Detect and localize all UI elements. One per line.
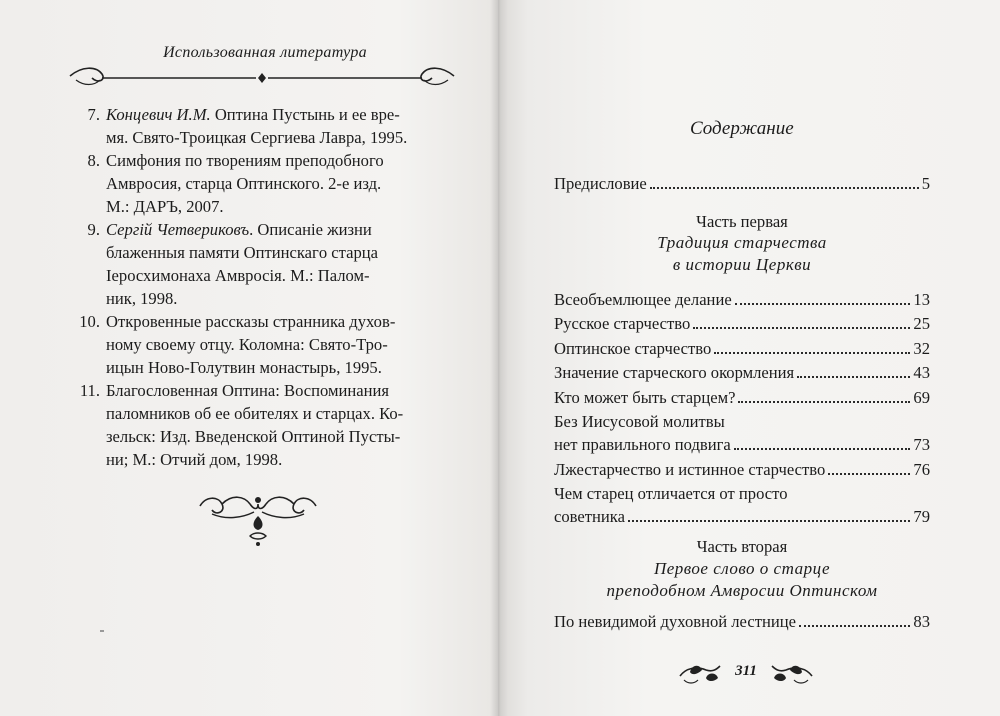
toc-entry: Лжестарчество и истинное старчество 76 xyxy=(554,460,930,479)
leader-dots xyxy=(738,401,910,403)
part-subtitle: Традиция старчества xyxy=(657,233,827,252)
part-heading: Часть первая xyxy=(696,212,788,231)
toc-entry: Кто может быть старцем? 69 xyxy=(554,388,930,407)
part-subtitle: в истории Церкви xyxy=(672,255,812,274)
bibliography-item: 11. Благословенная Оптина: Воспоминания паломников об ее обителях и старцах. Ко- зельск: Изд. Введенской Оптиной Пусты- ни; М.: Отчий дом, 1998. xyxy=(79,381,404,469)
part-subtitle: преподобном Амвросии Оптинском xyxy=(606,581,878,600)
leader-dots xyxy=(797,376,910,378)
bibliography-item: 9. Сергій Четвериковъ. Описаніе жизни блаженныя памяти Оптинскагo старца Іеросхимонаха Амвросія. М.: Палом- ник, 1998. xyxy=(87,220,379,308)
page-speck xyxy=(100,630,104,632)
leader-dots xyxy=(714,352,910,354)
leader-dots xyxy=(828,473,910,475)
leader-dots xyxy=(735,303,911,305)
bibliography-item: 8. Симфония по творениям преподобного Амвросия, старца Оптинского. 2-е изд. М.: ДАРЪ, 2007. xyxy=(87,151,384,216)
toc-title: Содержание xyxy=(690,118,794,139)
bibliography-item: 7. Концевич И.М. Оптина Пустынь и ее вре- мя. Свято-Троицкая Сергиева Лавра, 1995. xyxy=(87,105,408,147)
toc-entry-continued: нет правильного подвига 73 xyxy=(554,435,930,454)
part-subtitle: Первое слово о старце xyxy=(653,559,831,578)
toc-entry: Русское старчество 25 xyxy=(554,314,930,333)
part-heading: Часть вторая xyxy=(696,537,788,556)
leader-dots xyxy=(734,448,911,450)
toc-entry-continued: советника 79 xyxy=(554,507,930,526)
bibliography-list xyxy=(62,103,442,471)
toc-entry: Чем старец отличается от просто xyxy=(554,484,788,503)
toc-entry: Предисловие 5 xyxy=(554,174,930,193)
toc-entry: Значение старческого окормления 43 xyxy=(554,363,930,382)
page-number: 311 xyxy=(735,663,757,679)
end-ornament-icon xyxy=(196,490,320,550)
leader-dots xyxy=(628,520,910,522)
toc-entry: Без Иисусовой молитвы xyxy=(554,412,725,431)
book-gutter xyxy=(490,0,508,716)
running-head: Использованная литература xyxy=(163,44,367,61)
toc-entry: По невидимой духовной лестнице 83 xyxy=(554,612,930,631)
bibliography-item: 10. Откровенные рассказы странника духов- ному своему отцу. Коломна: Свято-Тро- ицын Ново-Голутвин монастырь, 1995. xyxy=(79,312,396,377)
flourish-rule-ornament xyxy=(62,64,462,90)
leader-dots xyxy=(799,625,910,627)
leader-dots xyxy=(693,327,910,329)
leader-dots xyxy=(650,187,919,189)
toc-entry: Всеобъемлющее делание 13 xyxy=(554,290,930,309)
toc-entry: Оптинское старчество 32 xyxy=(554,339,930,358)
